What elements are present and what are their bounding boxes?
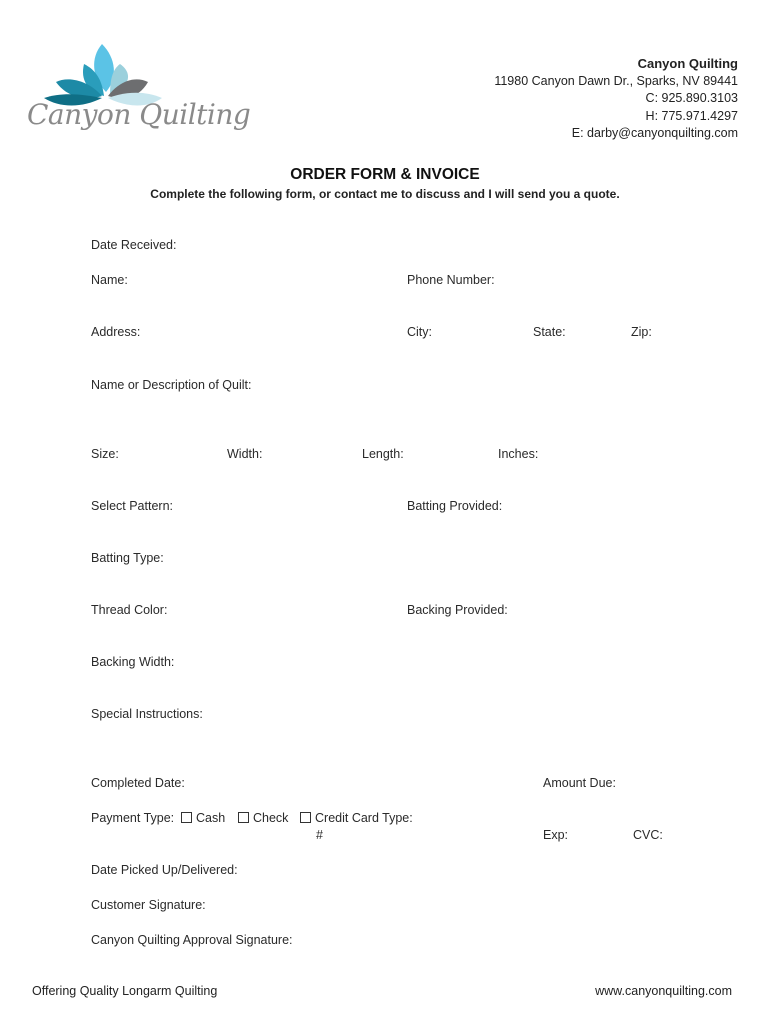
- logo-wordmark: Canyon Quilting: [27, 98, 251, 131]
- company-name: Canyon Quilting: [637, 56, 738, 71]
- check-label: Check: [253, 811, 289, 825]
- backing-provided-label: Backing Provided:: [407, 603, 508, 617]
- size-label: Size:: [91, 447, 119, 461]
- picked-up-label: Date Picked Up/Delivered:: [91, 863, 238, 877]
- payment-type-label: Payment Type:: [91, 811, 175, 825]
- inches-label: Inches:: [498, 447, 539, 461]
- credit-card-option[interactable]: [300, 811, 413, 825]
- cash-option[interactable]: [181, 811, 225, 825]
- form-title: ORDER FORM & INVOICE: [290, 166, 480, 183]
- completed-date-label: Completed Date:: [91, 776, 185, 790]
- city-label: City:: [407, 325, 432, 339]
- state-label: State:: [533, 325, 566, 339]
- card-number-label: #: [316, 828, 323, 842]
- approval-signature-label: Canyon Quilting Approval Signature:: [91, 933, 293, 947]
- batting-provided-label: Batting Provided:: [407, 499, 503, 513]
- thread-color-label: Thread Color:: [91, 603, 168, 617]
- cvc-label: CVC:: [633, 828, 663, 842]
- backing-width-label: Backing Width:: [91, 655, 175, 669]
- name-label: Name:: [91, 273, 128, 287]
- company-email: E: darby@canyonquilting.com: [571, 126, 738, 140]
- zip-label: Zip:: [631, 325, 652, 339]
- cash-checkbox[interactable]: [181, 812, 192, 823]
- company-info: [494, 55, 738, 143]
- check-option[interactable]: [238, 811, 288, 825]
- customer-signature-label: Customer Signature:: [91, 898, 206, 912]
- exp-label: Exp:: [543, 828, 569, 842]
- company-address: 11980 Canyon Dawn Dr., Sparks, NV 89441: [494, 73, 738, 88]
- cash-label: Cash: [196, 811, 226, 825]
- credit-card-label: Credit Card Type:: [315, 811, 413, 825]
- pattern-label: Select Pattern:: [91, 499, 173, 513]
- date-received-label: Date Received:: [91, 238, 177, 252]
- company-home: H: 775.971.4297: [645, 108, 738, 123]
- credit-card-checkbox[interactable]: [300, 812, 311, 823]
- lotus-flower-icon: [44, 44, 162, 106]
- length-label: Length:: [362, 447, 404, 461]
- footer-tagline: Offering Quality Longarm Quilting: [32, 984, 218, 998]
- amount-due-label: Amount Due:: [543, 776, 616, 790]
- batting-type-label: Batting Type:: [91, 551, 164, 565]
- company-cell: C: 925.890.3103: [645, 91, 738, 105]
- check-checkbox[interactable]: [238, 812, 249, 823]
- quilt-description-label: Name or Description of Quilt:: [91, 378, 252, 392]
- width-label: Width:: [227, 447, 263, 461]
- address-label: Address:: [91, 325, 141, 339]
- phone-label: Phone Number:: [407, 273, 495, 287]
- special-instructions-label: Special Instructions:: [91, 707, 203, 721]
- footer-website-link[interactable]: www.canyonquilting.com: [595, 984, 732, 998]
- form-subtitle: Complete the following form, or contact me to discuss and I will send you a quote.: [150, 187, 620, 201]
